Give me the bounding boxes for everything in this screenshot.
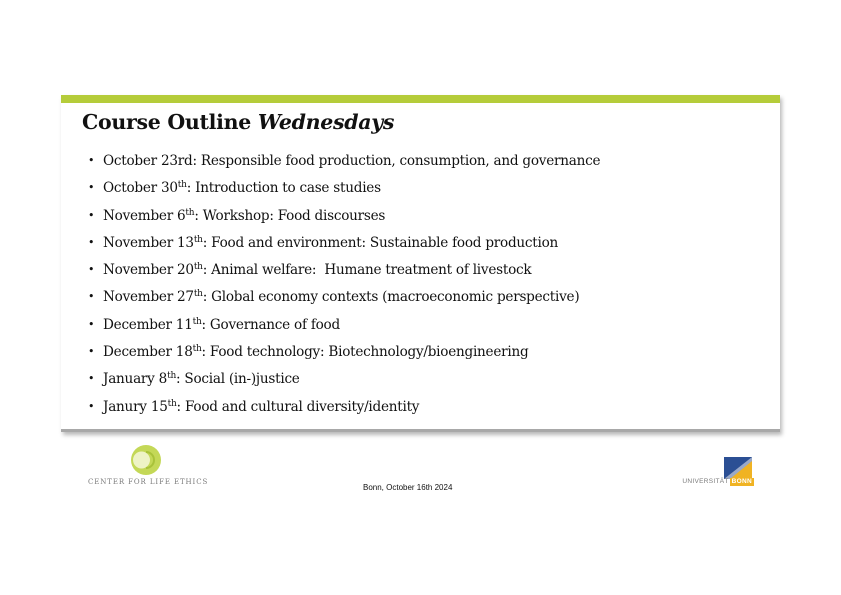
uni-logo-text bbox=[682, 478, 754, 486]
list-item bbox=[85, 342, 600, 369]
item-text: : Workshop: Food discourses bbox=[194, 207, 386, 224]
list-item bbox=[85, 206, 600, 233]
footer-date: Bonn, October 16th 2024 bbox=[363, 483, 453, 492]
list-item bbox=[85, 260, 600, 287]
item-date: Janury 15 bbox=[103, 398, 168, 415]
bullet-icon: • bbox=[88, 317, 95, 331]
item-date: November 13 bbox=[103, 234, 194, 251]
bullet-icon: • bbox=[88, 263, 95, 277]
bullet-icon: • bbox=[88, 290, 95, 304]
item-date: October 23rd bbox=[103, 153, 193, 169]
title-main: Course Outline bbox=[82, 110, 258, 134]
slide-frame bbox=[61, 95, 780, 432]
bullet-icon: • bbox=[88, 372, 95, 386]
item-ordinal: th bbox=[193, 289, 203, 300]
item-date: November 6 bbox=[103, 207, 186, 224]
item-ordinal: th bbox=[185, 207, 195, 218]
item-ordinal: th bbox=[167, 398, 177, 409]
item-ordinal: th bbox=[177, 180, 187, 191]
item-text: : Governance of food bbox=[201, 316, 340, 333]
item-text: : Responsible food production, consumption, and governance bbox=[192, 153, 601, 169]
cle-circle-icon bbox=[129, 443, 163, 477]
course-outline-list bbox=[85, 151, 600, 424]
item-date: November 27 bbox=[103, 289, 194, 306]
list-item bbox=[85, 178, 600, 205]
uni-bonn-emblem-icon bbox=[724, 457, 752, 479]
item-text: : Global economy contexts (macroeconomic perspective) bbox=[202, 289, 580, 306]
item-text: : Food and environment: Sustainable food production bbox=[202, 234, 559, 251]
university-word: UNIVERSITÄT bbox=[682, 478, 729, 485]
item-date: December 18 bbox=[103, 344, 193, 361]
item-ordinal: th bbox=[192, 344, 202, 355]
bullet-icon: • bbox=[88, 235, 95, 249]
bullet-icon: • bbox=[88, 154, 95, 167]
shadow-bar bbox=[61, 429, 780, 432]
item-ordinal: th bbox=[193, 234, 203, 245]
item-ordinal: th bbox=[193, 262, 203, 273]
item-text: : Social (in-)justice bbox=[176, 371, 300, 388]
accent-bar bbox=[61, 95, 780, 103]
item-ordinal: th bbox=[192, 316, 202, 327]
list-item bbox=[85, 233, 600, 260]
center-for-life-ethics-logo bbox=[88, 443, 218, 489]
cle-logo-text: CENTER FOR LIFE ETHICS bbox=[88, 478, 209, 486]
bullet-icon: • bbox=[88, 399, 95, 413]
list-item bbox=[85, 397, 600, 424]
list-item bbox=[85, 287, 600, 314]
page-title bbox=[82, 110, 394, 134]
item-ordinal: th bbox=[167, 371, 176, 382]
bullet-icon: • bbox=[88, 208, 95, 222]
item-date: November 20 bbox=[103, 262, 194, 279]
bonn-word: BONN bbox=[731, 478, 752, 485]
bullet-icon: • bbox=[88, 345, 95, 359]
university-bonn-logo bbox=[680, 457, 754, 487]
list-item bbox=[85, 315, 600, 342]
item-text: : Introduction to case studies bbox=[186, 180, 381, 197]
item-date: October 30 bbox=[103, 180, 178, 197]
list-item bbox=[85, 369, 600, 396]
item-text: : Animal welfare: Humane treatment of livestock bbox=[202, 262, 532, 279]
item-text: : Food technology: Biotechnology/bioengineering bbox=[201, 344, 529, 361]
item-date: January 8 bbox=[103, 371, 168, 388]
item-text: : Food and cultural diversity/identity bbox=[176, 398, 420, 415]
bullet-icon: • bbox=[88, 181, 95, 195]
item-date: December 11 bbox=[103, 316, 193, 333]
title-italic: Wednesdays bbox=[257, 110, 395, 134]
list-item bbox=[85, 151, 600, 178]
